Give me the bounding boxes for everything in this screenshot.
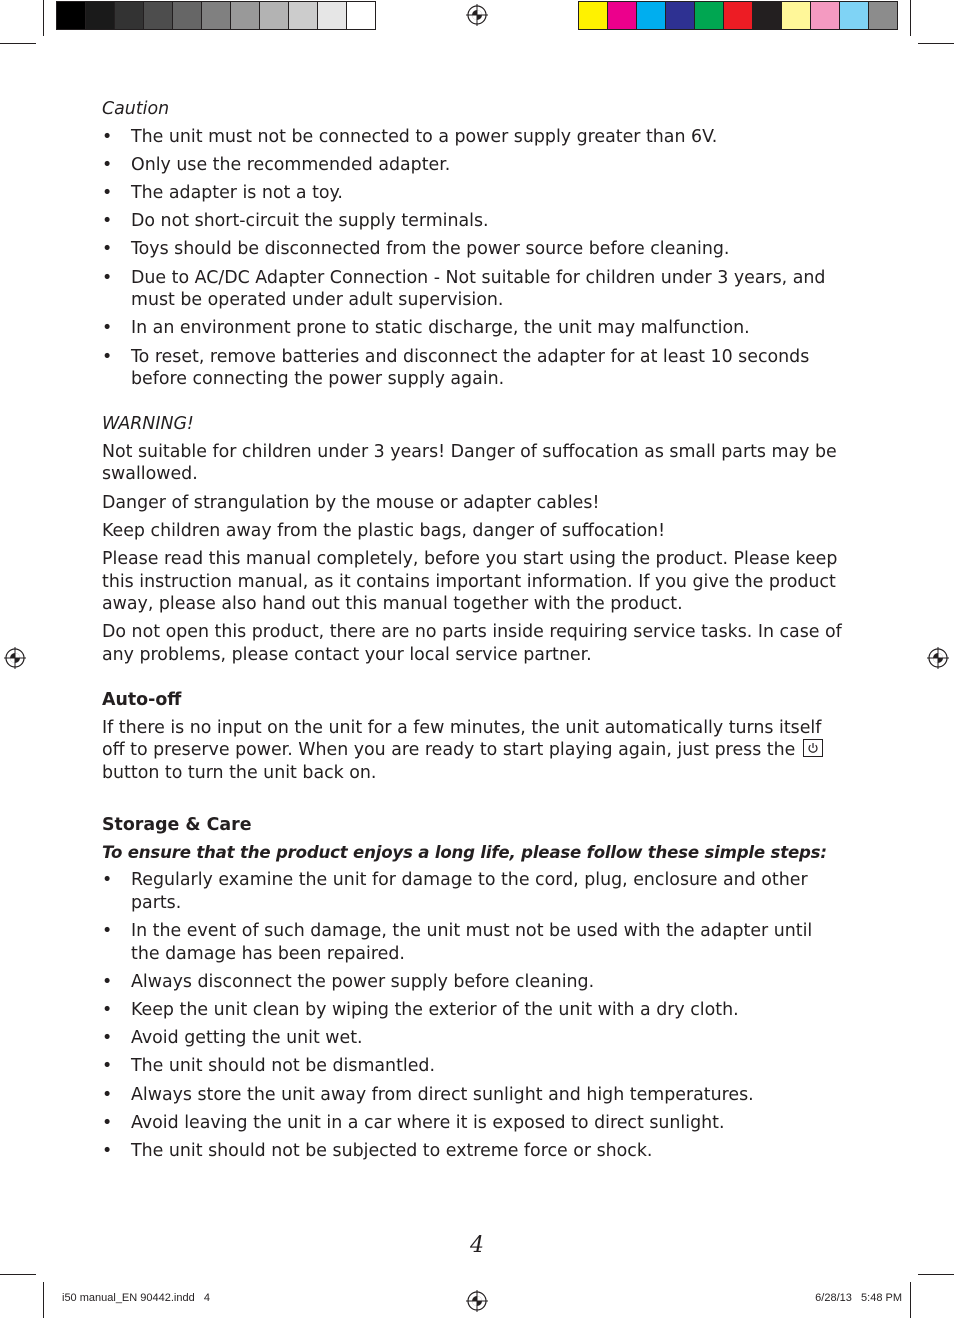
caution-item: • Only use the recommended adapter. [102,154,842,177]
slug-date-time: 6/28/13 5:48 PM [815,1292,902,1304]
auto-off-text-before: If there is no input on the unit for a few minutes, the unit automatically turns itself off to preserve power. When you are ready to start playing again, just press the [102,717,822,761]
registration-mark-icon [4,647,26,669]
auto-off-text-after: button to turn the unit back on. [102,762,377,783]
color-swatch [579,2,608,29]
color-swatch [173,2,202,29]
color-swatch [840,2,869,29]
caution-heading: Caution [102,99,170,119]
power-icon [803,739,823,757]
crop-mark-top-right-v [910,0,911,36]
storage-item: • Avoid leaving the unit in a car where it is exposed to direct sunlight. [102,1112,842,1135]
storage-item: • Always disconnect the power supply before cleaning. [102,971,842,994]
warning-paragraph: Danger of strangulation by the mouse or adapter cables! [102,492,600,513]
storage-item: • Always store the unit away from direct sunlight and high temperatures. [102,1084,842,1107]
color-swatch [231,2,260,29]
crop-mark-bottom-right-v [910,1282,911,1318]
storage-item: • In the event of such damage, the unit must not be used with the adapter until the damage has been repaired. [102,920,842,965]
color-swatch [608,2,637,29]
color-swatch [289,2,318,29]
registration-mark-icon [927,647,949,669]
page-number: 4 [470,1233,484,1258]
color-swatch [86,2,115,29]
color-swatch [637,2,666,29]
caution-item: • The unit must not be connected to a power supply greater than 6V. [102,126,842,149]
crop-mark-bottom-left-h [0,1274,36,1275]
crop-mark-top-left-h [0,43,36,44]
auto-off-paragraph [102,717,842,785]
slug-file-name: i50 manual_EN 90442.indd 4 [62,1292,210,1304]
storage-item: • Avoid getting the unit wet. [102,1027,842,1050]
manual-page-content [102,98,842,1168]
storage-item: • Regularly examine the unit for damage to the cord, plug, enclosure and other parts. [102,869,842,914]
crop-mark-bottom-right-h [918,1274,954,1275]
storage-list [102,869,842,1162]
color-swatch [144,2,173,29]
color-swatch [695,2,724,29]
grayscale-color-bar [56,1,376,30]
auto-off-heading: Auto-off [102,690,182,711]
storage-item: • The unit should not be dismantled. [102,1055,842,1078]
crop-mark-bottom-left-v [43,1282,44,1318]
color-swatch [202,2,231,29]
caution-item: • Do not short-circuit the supply terminals. [102,210,842,233]
crop-mark-top-left-v [43,0,44,36]
warning-paragraph: Please read this manual completely, before you start using the product. Please keep this instruction manual, as it contains important information. If you give the product away, please also hand out this manual together with the product. [102,549,838,615]
caution-item: • Toys should be disconnected from the power source before cleaning. [102,238,842,261]
process-color-bar [578,1,898,30]
caution-list [102,126,842,391]
warning-heading: WARNING! [102,414,194,435]
crop-mark-top-right-h [918,43,954,44]
color-swatch [115,2,144,29]
color-swatch [260,2,289,29]
color-swatch [724,2,753,29]
caution-item: • Due to AC/DC Adapter Connection - Not suitable for children under 3 years, and must be operated under adult supervision. [102,267,842,312]
registration-mark-icon [466,4,488,26]
warning-paragraph: Do not open this product, there are no parts inside requiring service tasks. In case of any problems, please contact your local service partner. [102,622,842,665]
color-swatch [782,2,811,29]
color-swatch [869,2,897,29]
warning-paragraph: Not suitable for children under 3 years! Danger of suffocation as small parts may be swallowed. [102,441,837,485]
color-swatch [753,2,782,29]
storage-item: • Keep the unit clean by wiping the exterior of the unit with a dry cloth. [102,999,842,1022]
color-swatch [318,2,347,29]
color-swatch [347,2,375,29]
color-swatch [811,2,840,29]
warning-paragraph: Keep children away from the plastic bags, danger of suffocation! [102,520,666,541]
color-swatch [666,2,695,29]
storage-heading: Storage & Care [102,815,252,836]
color-swatch [57,2,86,29]
caution-item: • The adapter is not a toy. [102,182,842,205]
storage-item: • The unit should not be subjected to extreme force or shock. [102,1140,842,1163]
caution-item: • To reset, remove batteries and disconnect the adapter for at least 10 seconds before connecting the power supply again. [102,346,842,391]
caution-item: • In an environment prone to static discharge, the unit may malfunction. [102,317,842,340]
registration-mark-icon [466,1290,488,1312]
storage-subheading: To ensure that the product enjoys a long life, please follow these simple steps: [102,842,827,862]
